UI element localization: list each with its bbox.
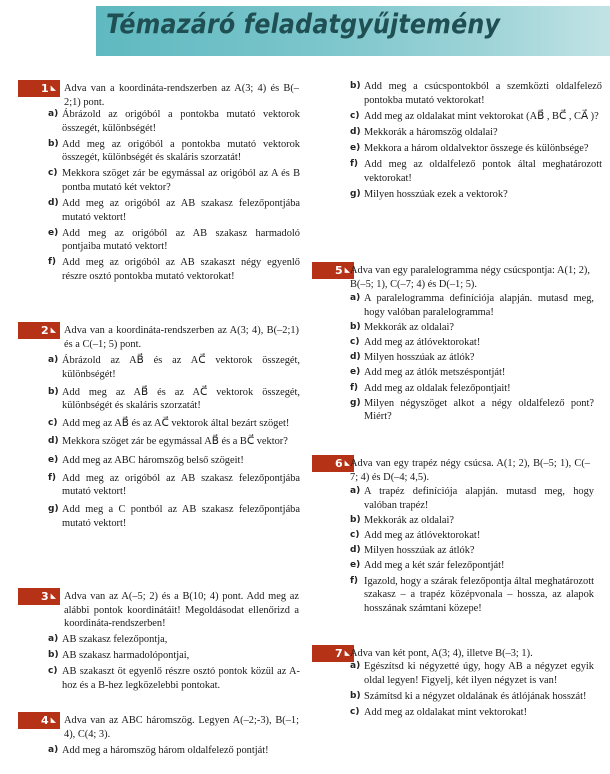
subtask-text: Add meg a két szár felezőpontját! bbox=[364, 560, 505, 572]
subtask-text: Egészítsd ki négyzetté úgy, hogy AB a négyzet egyik oldal legyen! Figyelj, két ilyen négyzet is van! bbox=[364, 661, 594, 686]
subtask-item bbox=[350, 397, 594, 424]
task-number-badge bbox=[312, 455, 354, 472]
subtask-item bbox=[48, 167, 300, 194]
subtask-text: Milyen hosszúak ezek a vektorok? bbox=[364, 189, 508, 201]
subtask-label: d) bbox=[350, 126, 361, 137]
subtask-label: g) bbox=[350, 189, 361, 200]
task-number-badge bbox=[18, 80, 60, 97]
subtask-text: Add meg az oldalakat mint vektorokat! bbox=[364, 706, 528, 718]
subtask-item bbox=[350, 142, 602, 156]
subtask-label: b) bbox=[48, 650, 59, 661]
subtask-item bbox=[48, 227, 300, 254]
subtask-item bbox=[350, 382, 594, 396]
subtask-item bbox=[48, 386, 300, 413]
subtask-text: A paralelogramma definíciója alapján. mutasd meg, hogy valóban paralelogramma! bbox=[364, 293, 594, 318]
task-number: 5 bbox=[334, 264, 343, 277]
subtask-item bbox=[48, 472, 300, 499]
subtask-label: a) bbox=[48, 109, 59, 119]
subtask-list bbox=[48, 633, 300, 692]
subtask-text: Mekkorák a háromszög oldalai? bbox=[364, 126, 498, 138]
subtask-item bbox=[350, 292, 594, 319]
subtask-item bbox=[48, 454, 300, 468]
task-statement: Adva van két pont, A(3; 4), illetve B(–3; 1). bbox=[350, 648, 533, 659]
subtask-text: Add meg az oldalak felezőpontjait! bbox=[364, 382, 511, 394]
subtask-text: Ábrázold az origóból a pontokba mutató vektorok összegét, különbségét! bbox=[62, 109, 300, 134]
subtask-label: e) bbox=[350, 560, 361, 571]
subtask-item bbox=[48, 649, 300, 663]
subtask-label: a) bbox=[48, 745, 59, 755]
subtask-text: Add meg az origóból az AB szakasz harmadoló pontjaiba mutató vektort! bbox=[62, 227, 300, 253]
subtask-text: Add meg az origóból a pontokba mutató vektorok összegét, különbségét és skaláris szorzatát! bbox=[62, 138, 300, 164]
task-statement: Adva van az A(–5; 2) és a B(10; 4) pont. Add meg az alábbi pontok koordinátáit! Megoldásodat ellenőrizd a koordináta-rendszerben! bbox=[64, 591, 299, 630]
subtask-text: Mekkora a három oldalvektor összege és különbsége? bbox=[364, 143, 589, 155]
subtask-text: Milyen négyszöget alkot a négy oldalfelező pont? Miért? bbox=[364, 397, 594, 423]
subtask-text: Mekkorák az oldalai? bbox=[364, 514, 455, 526]
task-number: 1 bbox=[40, 82, 49, 95]
subtask-label: g) bbox=[350, 397, 361, 408]
subtask-item bbox=[48, 744, 300, 758]
subtask-text: Milyen hosszúak az átlók? bbox=[364, 545, 475, 557]
task-number: 4 bbox=[40, 714, 49, 727]
signal-icon: ◣ bbox=[50, 84, 56, 92]
subtask-text: Add meg az AB⃗ és az AC⃗ vektorok által bezárt szöget! bbox=[62, 418, 290, 430]
subtask-text: Add meg az oldalakat mint vektorokat (AB⃗ , BC⃗ , CA⃗ )? bbox=[364, 110, 599, 122]
subtask-label: a) bbox=[350, 661, 361, 671]
subtask-label: c) bbox=[350, 706, 360, 717]
subtask-item bbox=[48, 256, 300, 283]
subtask-text: Add meg az AB⃗ és az AC⃗ vektorok összegét, különbségét és skaláris szorzatát! bbox=[62, 386, 300, 412]
subtask-item bbox=[350, 158, 602, 185]
task-number-badge bbox=[18, 588, 60, 605]
task-number: 6 bbox=[334, 457, 343, 470]
subtask-label: c) bbox=[350, 529, 360, 540]
subtask-label: c) bbox=[48, 666, 58, 677]
subtask-list bbox=[350, 660, 594, 720]
subtask-text: Add meg az ABC háromszög belső szögeit! bbox=[62, 454, 244, 466]
subtask-text: Számítsd ki a négyzet oldalának és átlójának hosszát! bbox=[364, 690, 587, 702]
subtask-label: e) bbox=[48, 227, 59, 238]
subtask-text: Add meg a C pontból az AB szakasz felezőpontjába mutató vektort! bbox=[62, 504, 300, 529]
subtask-text: Ábrázold az AB⃗ és az AC⃗ vektorok összegét, különbségét! bbox=[62, 355, 300, 380]
subtask-item bbox=[350, 544, 594, 558]
subtask-item bbox=[350, 336, 594, 350]
task-number: 2 bbox=[40, 324, 49, 337]
subtask-label: a) bbox=[48, 634, 59, 644]
subtask-text: Mekkora szöget zár be egymással az origóból az A és B pontba mutató két vektor? bbox=[62, 168, 300, 193]
subtask-list bbox=[350, 485, 594, 615]
subtask-item bbox=[48, 138, 300, 165]
subtask-item bbox=[350, 126, 602, 140]
subtask-item bbox=[350, 660, 594, 687]
subtask-item bbox=[350, 485, 594, 512]
subtask-item bbox=[350, 514, 594, 528]
subtask-list bbox=[48, 108, 300, 284]
subtask-text: Add meg az origóból az AB szakaszt négy egyenlő részre osztó pontokba mutató vektorokat! bbox=[62, 257, 300, 283]
subtask-text: Add meg az átlóvektorokat! bbox=[364, 336, 481, 348]
subtask-item bbox=[350, 529, 594, 543]
subtask-text: Add meg az átlóvektorokat! bbox=[364, 529, 481, 541]
subtask-label: f) bbox=[350, 382, 359, 393]
subtask-item bbox=[48, 665, 300, 692]
subtask-text: Add meg az oldalfelező pontok által meghatározott vektorokat! bbox=[364, 159, 602, 184]
subtask-text: AB szakaszt öt egyenlő részre osztó pontok közül az A-hoz és a B-hez legközelebbi pontokat. bbox=[62, 666, 300, 691]
subtask-list bbox=[48, 354, 300, 531]
subtask-label: g) bbox=[48, 504, 59, 515]
subtask-label: f) bbox=[350, 159, 359, 170]
task-number-badge bbox=[18, 322, 60, 339]
subtask-label: f) bbox=[48, 472, 57, 483]
subtask-label: e) bbox=[48, 454, 59, 465]
subtask-item bbox=[48, 197, 300, 224]
task-statement: Adva van az ABC háromszög. Legyen A(–2;-3), B(–1; 4), C(4; 3). bbox=[64, 715, 299, 740]
subtask-item bbox=[48, 435, 300, 449]
task-statement: Adva van egy paralelogramma négy csúcspontja: A(1; 2), B(–5; 1), C(–7; 4) és D(–1; 5). bbox=[350, 265, 590, 290]
task-statement: Adva van a koordináta-rendszerben az A(3; 4) és B(–2;1) pont. bbox=[64, 83, 299, 108]
subtask-label: e) bbox=[350, 367, 361, 378]
subtask-text: Mekkora szöget zár be egymással AB⃗ és a BC⃗ vektor? bbox=[62, 436, 288, 448]
task-statement: Adva van egy trapéz négy csúcsa. A(1; 2), B(–5; 1), C(–7; 4) és D(–4; 4,5). bbox=[350, 458, 590, 483]
subtask-label: c) bbox=[48, 418, 58, 429]
subtask-text: AB szakasz harmadolópontjai, bbox=[62, 650, 190, 662]
subtask-text: Igazold, hogy a szárak felezőpontja által meghatározott szakasz – a trapéz középvonala – hossza, az alapok hosszának számtani közepe! bbox=[364, 575, 594, 614]
subtask-item bbox=[350, 321, 594, 335]
subtask-label: d) bbox=[350, 352, 361, 363]
signal-icon: ◣ bbox=[50, 592, 56, 600]
task-number: 3 bbox=[40, 590, 49, 603]
page-title: Témazáró feladatgyűjtemény bbox=[106, 9, 501, 40]
subtask-item bbox=[350, 366, 594, 380]
subtask-text: Add meg a csúcspontokból a szemközti oldalfelező pontokba mutató vektorokat! bbox=[364, 81, 602, 106]
subtask-label: b) bbox=[350, 690, 361, 701]
subtask-list bbox=[350, 292, 594, 424]
subtask-item bbox=[350, 80, 602, 107]
signal-icon: ◣ bbox=[50, 326, 56, 334]
subtask-label: a) bbox=[350, 293, 361, 303]
subtask-item bbox=[350, 706, 594, 720]
subtask-text: Add meg a háromszög három oldalfelező pontját! bbox=[62, 745, 269, 756]
task-number: 7 bbox=[334, 647, 343, 660]
subtask-item bbox=[350, 188, 602, 202]
subtask-text: A trapéz definíciója alapján. mutasd meg, hogy valóban trapéz! bbox=[364, 486, 594, 511]
subtask-label: c) bbox=[350, 110, 360, 121]
task-number-badge bbox=[18, 712, 60, 729]
subtask-text: Add meg az átlók metszéspontját! bbox=[364, 367, 506, 379]
task-number-badge bbox=[312, 645, 354, 662]
subtask-item bbox=[350, 559, 594, 573]
subtask-item bbox=[48, 417, 300, 431]
subtask-label: d) bbox=[48, 198, 59, 209]
signal-icon: ◣ bbox=[50, 716, 56, 724]
subtask-label: c) bbox=[48, 168, 58, 179]
subtask-label: c) bbox=[350, 336, 360, 347]
signal-icon: ◣ bbox=[344, 649, 350, 657]
subtask-item bbox=[350, 351, 594, 365]
subtask-label: f) bbox=[48, 257, 57, 268]
subtask-item bbox=[350, 575, 594, 616]
subtask-list bbox=[350, 80, 602, 202]
subtask-item bbox=[48, 354, 300, 381]
subtask-item bbox=[48, 108, 300, 135]
subtask-text: Add meg az origóból az AB szakasz felezőpontjába mutató vektort! bbox=[62, 198, 300, 223]
subtask-list bbox=[48, 744, 300, 758]
signal-icon: ◣ bbox=[344, 266, 350, 274]
subtask-text: Mekkorák az oldalai? bbox=[364, 321, 455, 333]
signal-icon: ◣ bbox=[344, 459, 350, 467]
subtask-label: a) bbox=[350, 486, 361, 496]
subtask-text: Milyen hosszúak az átlók? bbox=[364, 352, 475, 364]
subtask-item bbox=[48, 633, 300, 647]
subtask-label: b) bbox=[48, 138, 59, 149]
subtask-label: b) bbox=[350, 514, 361, 525]
subtask-text: AB szakasz felezőpontja, bbox=[62, 634, 168, 645]
task-statement: Adva van a koordináta-rendszerben az A(3; 4), B(–2;1) és a C(–1; 5) pont. bbox=[64, 325, 299, 350]
subtask-item bbox=[48, 503, 300, 530]
subtask-label: a) bbox=[48, 355, 59, 365]
subtask-label: b) bbox=[48, 386, 59, 397]
subtask-text: Add meg az origóból az AB szakasz felezőpontjába mutató vektort! bbox=[62, 472, 300, 498]
subtask-item bbox=[350, 690, 594, 704]
task-number-badge bbox=[312, 262, 354, 279]
subtask-label: e) bbox=[350, 143, 361, 154]
subtask-label: b) bbox=[350, 81, 361, 91]
subtask-label: f) bbox=[350, 575, 359, 586]
subtask-label: d) bbox=[48, 436, 59, 447]
subtask-item bbox=[350, 110, 602, 124]
subtask-label: d) bbox=[350, 545, 361, 556]
subtask-label: b) bbox=[350, 321, 361, 332]
